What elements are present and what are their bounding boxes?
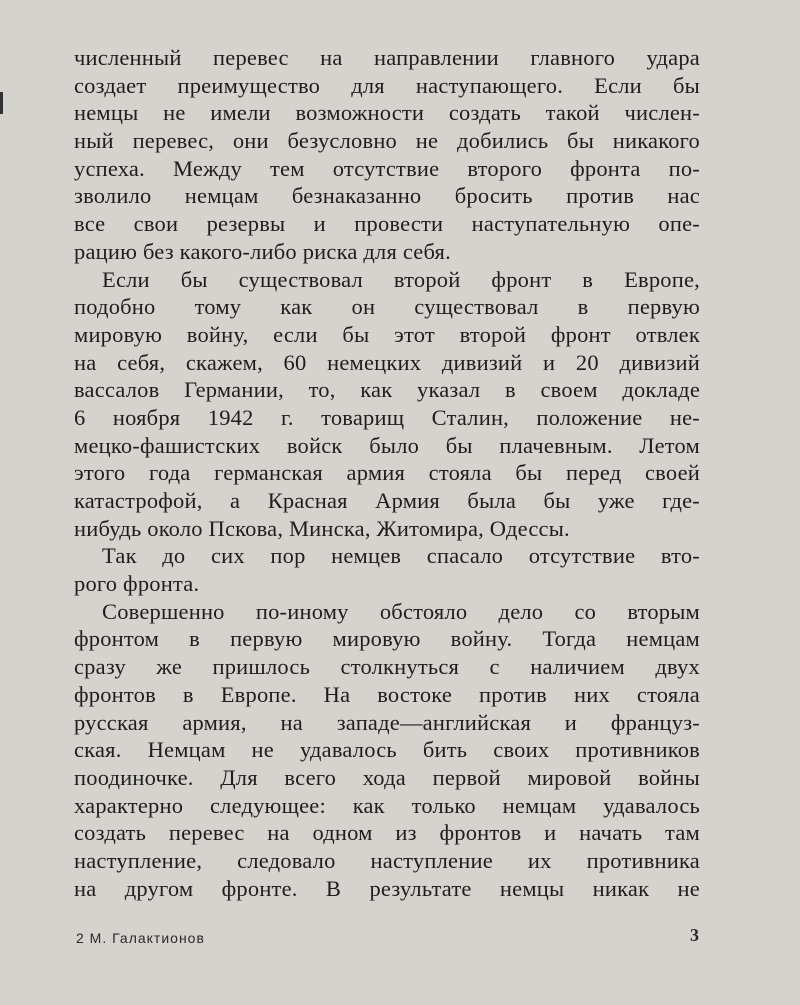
text-line: русская армия, на западе—английская и француз-	[74, 709, 700, 735]
text-line: мецко-фашистских войск было бы плачевным. Летом	[74, 432, 700, 458]
text-line: ный перевес, они безусловно не добились бы никакого	[74, 128, 700, 154]
scan-margin-mark	[0, 92, 3, 114]
text-line: 6 ноября 1942 г. товарищ Сталин, положение не-	[74, 404, 700, 430]
text-line: на другом фронте. В результате немцы никак не	[74, 875, 700, 901]
text-line: создает преимущество для наступающего. Если бы	[74, 72, 700, 98]
text-line: этого года германская армия стояла бы перед своей	[74, 460, 700, 486]
text-line: вассалов Германии, то, как указал в своем докладе	[74, 377, 700, 403]
text-line: рого фронта.	[74, 571, 200, 597]
text-line: фронтом в первую мировую войну. Тогда немцам	[74, 626, 700, 652]
text-line: Так до сих пор немцев спасало отсутствие вто-	[102, 543, 700, 569]
text-line: Если бы существовал второй фронт в Европе,	[102, 266, 700, 292]
text-line: создать перевес на одном из фронтов и начать там	[74, 820, 700, 846]
text-line: мировую войну, если бы этот второй фронт отвлек	[74, 321, 700, 347]
text-line: фронтов в Европе. На востоке против них стояла	[74, 681, 700, 707]
text-line: зволило немцам безнаказанно бросить против нас	[74, 183, 700, 209]
text-line: успеха. Между тем отсутствие второго фронта по-	[74, 155, 700, 181]
text-line: ская. Немцам не удавалось бить своих противников	[74, 737, 700, 763]
text-line: поодиночке. Для всего хода первой мировой войны	[74, 764, 700, 790]
text-line: наступление, следовало наступление их противника	[74, 847, 700, 873]
text-line: Совершенно по-иному обстояло дело со вторым	[102, 598, 700, 624]
text-line: подобно тому как он существовал в первую	[74, 294, 700, 320]
text-line: немцы не имели возможности создать такой числен-	[74, 100, 700, 126]
page-body-text	[74, 44, 700, 902]
text-line: катастрофой, а Красная Армия была бы уже где-	[74, 488, 700, 513]
signature-mark: 3	[690, 925, 699, 945]
text-line: сразу же пришлось столкнуться с наличием двух	[74, 654, 700, 680]
text-line: нибудь около Пскова, Минска, Житомира, Одессы.	[74, 515, 570, 541]
text-line: численный перевес на направлении главного удара	[74, 45, 700, 70]
printer-signature: 2 М. Галактионов	[76, 930, 205, 946]
text-line: рацию без какого-либо риска для себя.	[74, 238, 451, 264]
text-line: на себя, скажем, 60 немецких дивизий и 20 дивизий	[74, 349, 700, 375]
text-line: характерно следующее: как только немцам удавалось	[74, 792, 700, 818]
text-line: все свои резервы и провести наступательную опе-	[74, 211, 700, 237]
